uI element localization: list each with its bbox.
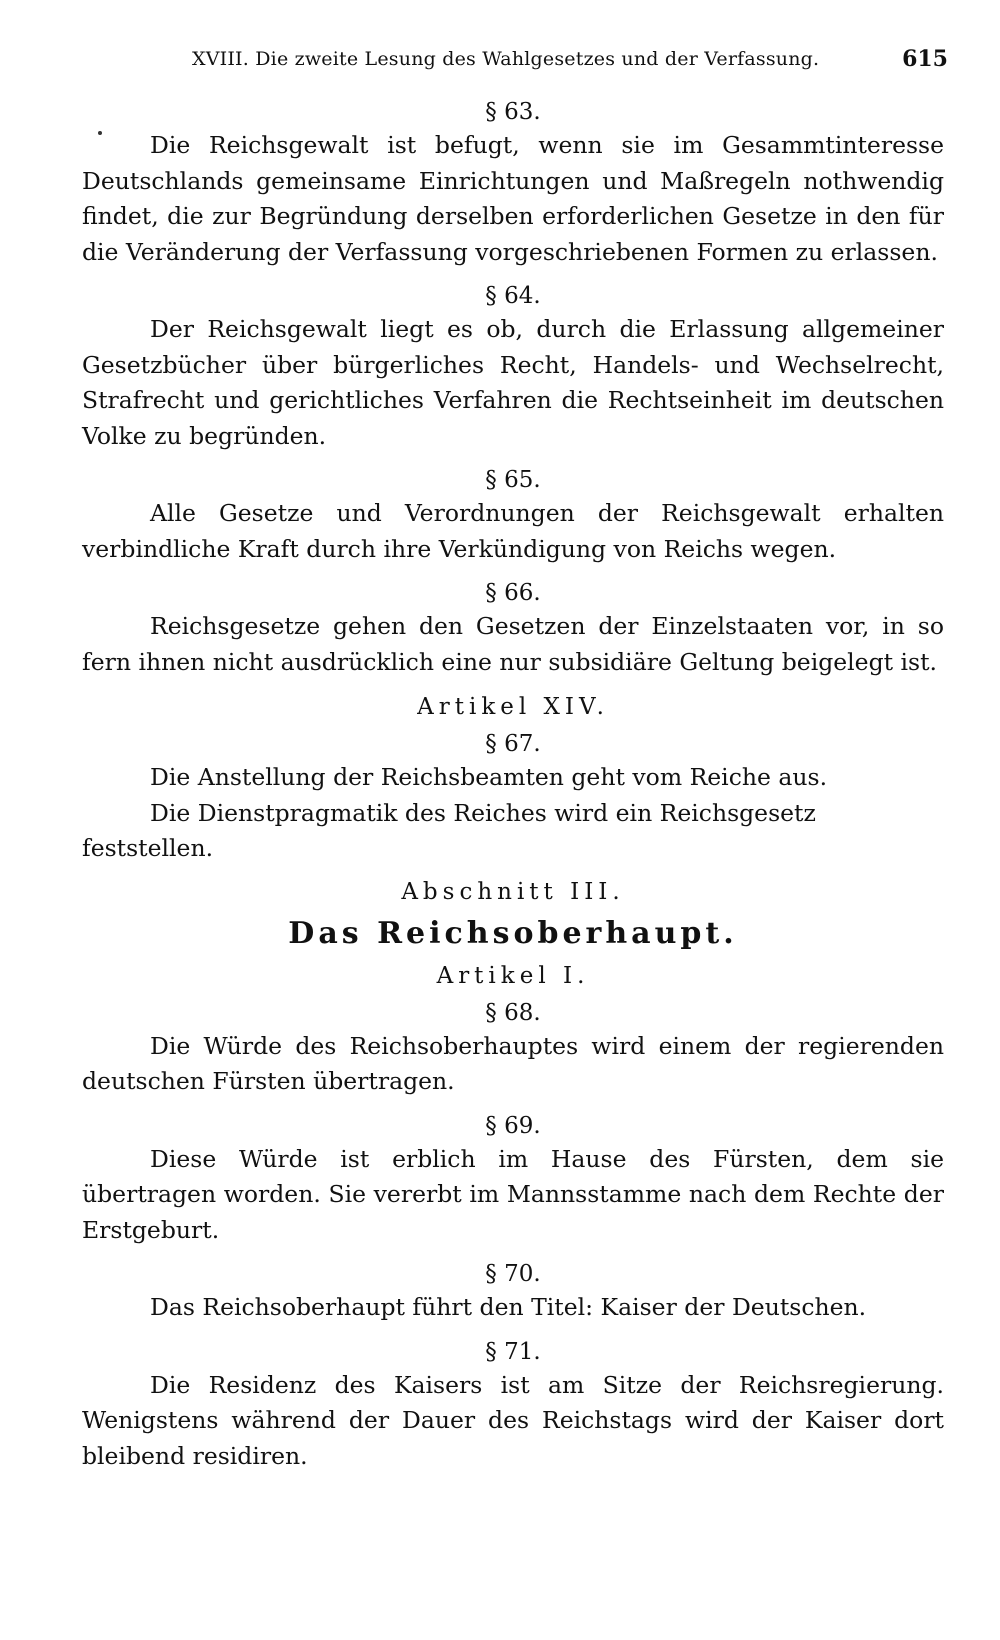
paragraph-67-line-2: Die Dienstpragmatik des Reiches wird ein Reichsgesetz feststellen. [82,798,816,862]
paragraph-63-text: Die Reichsgewalt ist befugt, wenn sie im Gesammtinteresse Deutschlands gemeinsame Einrichtungen und Maßregeln nothwendig findet, die zur Begründung derselben erforderlichen Gesetze in den für die Veränderung der Verfassung vorgeschriebenen Formen zu erlassen. [82,131,944,266]
paragraph-heading-64: § 64. [485,283,541,309]
paragraph-heading-71: § 71. [485,1338,541,1365]
paragraph-69-text: Diese Würde ist erblich im Hause des Fürsten, dem sie übertragen worden. Sie vererbt im Mannsstamme nach dem Rechte der Erstgeburt. [82,1144,944,1244]
paragraph-heading-65: § 65. [485,467,541,493]
paragraph-heading-67: § 67. [485,731,541,757]
paragraph-64-text: Der Reichsgewalt liegt es ob, durch die Erlassung allgemeiner Gesetzbücher über bürgerliches Recht, Handels- und Wechselrecht, Strafrecht und gerichtliches Verfahren die Rechtseinheit im deutschen Volke zu begründen. [82,315,944,450]
section-title-reichsoberhaupt: Das Reichsoberhaupt. [288,915,738,951]
article-heading-xiv: Artikel XIV. [417,694,609,720]
paragraph-70-text: Das Reichsoberhaupt führt den Titel: Kaiser der Deutschen. [150,1293,867,1321]
running-header [88,42,948,82]
paragraph-heading-63: § 63. [485,99,541,125]
running-title: XVIII. Die zweite Lesung des Wahlgesetzes und der Verfassung. [192,48,820,70]
paragraph-heading-68: § 68. [485,999,541,1026]
article-heading-i: Artikel I. [436,962,590,989]
paragraph-66-text: Reichsgesetze gehen den Gesetzen der Einzelstaaten vor, in so fern ihnen nicht ausdrücklich eine nur subsidiäre Geltung beigelegt ist. [82,612,944,676]
page-number: 615 [902,46,948,72]
paragraph-71-text: Die Residenz des Kaisers ist am Sitze der Reichsregierung. Wenigstens während der Dauer des Reichstags wird der Kaiser dort bleibend residiren. [82,1370,944,1470]
paragraph-68-text: Die Würde des Reichsoberhauptes wird einem der regierenden deutschen Fürsten übertragen. [82,1031,944,1095]
paragraph-67-line-1: Die Anstellung der Reichsbeamten geht vom Reiche aus. [150,763,828,791]
paragraph-heading-69: § 69. [485,1112,541,1139]
paragraph-heading-70: § 70. [485,1261,541,1287]
paragraph-heading-66: § 66. [485,580,541,606]
body-text [82,96,944,1484]
section-heading-abschnitt-iii: Abschnitt III. [401,878,625,905]
paragraph-65-text: Alle Gesetze und Verordnungen der Reichsgewalt erhalten verbindliche Kraft durch ihre Verkündigung von Reichs wegen. [82,499,944,563]
